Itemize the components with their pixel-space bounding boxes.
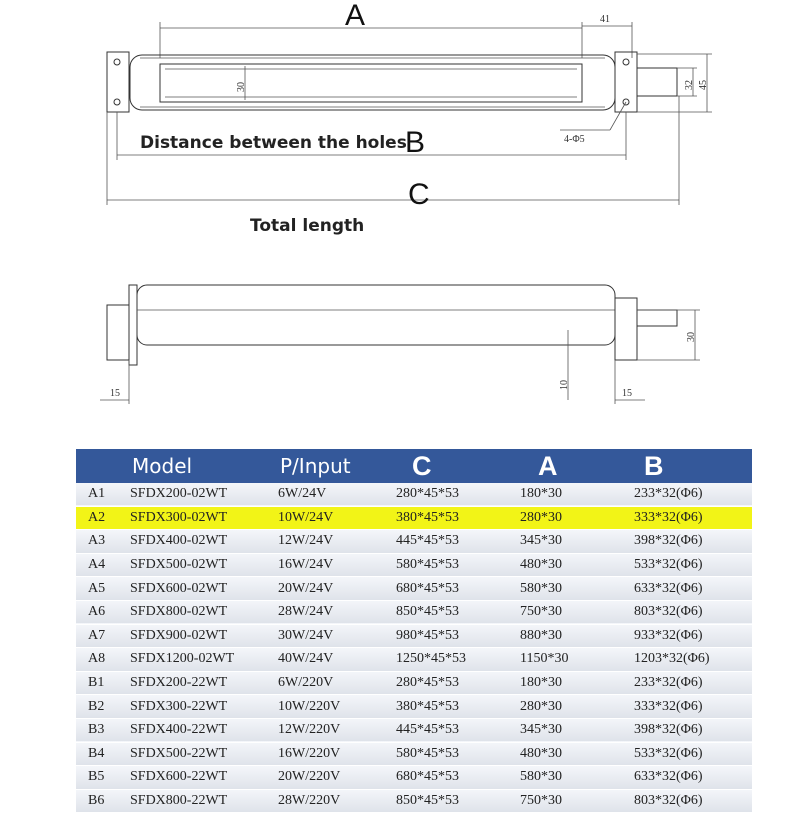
table-row (76, 648, 752, 672)
row-model: SFDX1200-02WT (130, 651, 235, 667)
table-body (76, 483, 752, 813)
row-c: 380*45*53 (396, 509, 459, 525)
row-b: 333*32(Φ6) (634, 509, 703, 525)
spec-table (76, 449, 752, 813)
right-bracket (615, 52, 637, 112)
row-a: 345*30 (520, 533, 562, 549)
row-p-input: 28W/24V (278, 604, 334, 620)
row-id: A2 (88, 509, 106, 525)
row-p-input: 16W/24V (278, 557, 334, 573)
row-p-input: 10W/24V (278, 509, 334, 525)
row-a: 750*30 (520, 604, 562, 620)
row-model: SFDX900-02WT (130, 627, 228, 643)
table-row (76, 718, 752, 742)
row-c: 445*45*53 (396, 722, 459, 738)
dim-32: 32 (684, 80, 695, 90)
table-row (76, 742, 752, 766)
row-c: 445*45*53 (396, 533, 459, 549)
hole-callout: 4-Φ5 (564, 134, 585, 145)
dim-45: 45 (698, 80, 709, 90)
table-row (76, 600, 752, 624)
row-c: 280*45*53 (396, 486, 459, 502)
row-id: B3 (88, 722, 105, 738)
row-id: A8 (88, 651, 106, 667)
top-view (107, 0, 712, 236)
side-left-bracket (107, 305, 129, 360)
row-b: 1203*32(Φ6) (634, 651, 710, 667)
left-bracket (107, 52, 129, 112)
row-c: 380*45*53 (396, 698, 459, 714)
row-p-input: 12W/220V (278, 722, 341, 738)
header-p-input: P/Input (276, 449, 382, 483)
row-b: 233*32(Φ6) (634, 675, 703, 691)
side-right-endcap (615, 298, 637, 360)
lamp-window (160, 64, 582, 102)
row-a: 880*30 (520, 627, 562, 643)
row-b: 533*32(Φ6) (634, 557, 703, 573)
dim-41: 41 (600, 14, 610, 25)
row-id: A3 (88, 533, 106, 549)
row-c: 280*45*53 (396, 675, 459, 691)
row-model: SFDX400-22WT (130, 722, 228, 738)
row-p-input: 6W/24V (278, 486, 327, 502)
row-b: 533*32(Φ6) (634, 745, 703, 761)
row-a: 1150*30 (520, 651, 569, 667)
row-id: A7 (88, 627, 106, 643)
row-c: 1250*45*53 (396, 651, 466, 667)
row-id: B5 (88, 769, 105, 785)
header-id (76, 449, 126, 483)
row-c: 680*45*53 (396, 580, 459, 596)
side-cable-stub (637, 310, 677, 326)
table-row (76, 553, 752, 577)
row-p-input: 6W/220V (278, 675, 334, 691)
table-row (76, 766, 752, 790)
table-row (76, 671, 752, 695)
row-id: A5 (88, 580, 106, 596)
table-row (76, 624, 752, 648)
header-c: C (382, 449, 510, 483)
row-c: 680*45*53 (396, 769, 459, 785)
row-c: 580*45*53 (396, 745, 459, 761)
row-b: 398*32(Φ6) (634, 533, 703, 549)
side-left-endcap (129, 285, 137, 365)
row-p-input: 20W/220V (278, 769, 341, 785)
row-c: 580*45*53 (396, 557, 459, 573)
row-id: A6 (88, 604, 106, 620)
row-model: SFDX400-02WT (130, 533, 228, 549)
row-id: B1 (88, 675, 105, 691)
row-model: SFDX500-22WT (130, 745, 228, 761)
row-model: SFDX300-02WT (130, 509, 228, 525)
dim-15-left: 15 (110, 388, 120, 399)
row-b: 803*32(Φ6) (634, 793, 703, 809)
label-a: A (345, 0, 366, 32)
row-model: SFDX500-02WT (130, 557, 228, 573)
row-p-input: 30W/24V (278, 627, 334, 643)
row-c: 850*45*53 (396, 793, 459, 809)
row-id: A1 (88, 486, 106, 502)
total-length-label: Total length (250, 216, 365, 236)
row-model: SFDX200-22WT (130, 675, 228, 691)
side-lamp-body (137, 285, 615, 345)
label-c: C (408, 178, 430, 211)
row-id: B4 (88, 745, 105, 761)
dim-15-right: 15 (622, 388, 632, 399)
row-p-input: 28W/220V (278, 793, 341, 809)
row-id: B2 (88, 698, 105, 714)
row-b: 803*32(Φ6) (634, 604, 703, 620)
row-b: 633*32(Φ6) (634, 769, 703, 785)
row-a: 750*30 (520, 793, 562, 809)
row-model: SFDX300-22WT (130, 698, 228, 714)
side-view (100, 285, 700, 404)
header-b: B (620, 449, 752, 483)
table-row (76, 695, 752, 719)
dim-30-top: 30 (236, 82, 247, 92)
dim-10: 10 (559, 380, 570, 390)
table-row (76, 530, 752, 554)
dim-30-side: 30 (686, 332, 697, 342)
row-id: A4 (88, 557, 106, 573)
cable-stub (637, 68, 677, 96)
row-id: B6 (88, 793, 105, 809)
row-p-input: 16W/220V (278, 745, 341, 761)
row-a: 580*30 (520, 580, 562, 596)
distance-between-holes-label: Distance between the holes (140, 133, 407, 153)
header-a: A (510, 449, 620, 483)
row-p-input: 10W/220V (278, 698, 341, 714)
row-p-input: 20W/24V (278, 580, 334, 596)
row-a: 280*30 (520, 698, 562, 714)
row-model: SFDX200-02WT (130, 486, 228, 502)
table-row (76, 483, 752, 506)
row-b: 333*32(Φ6) (634, 698, 703, 714)
row-a: 580*30 (520, 769, 562, 785)
row-p-input: 12W/24V (278, 533, 334, 549)
table-row (76, 789, 752, 813)
row-a: 345*30 (520, 722, 562, 738)
table-header-row (76, 449, 752, 483)
header-model: Model (126, 449, 276, 483)
row-model: SFDX600-22WT (130, 769, 228, 785)
row-model: SFDX800-02WT (130, 604, 228, 620)
row-model: SFDX800-22WT (130, 793, 228, 809)
row-a: 480*30 (520, 557, 562, 573)
row-p-input: 40W/24V (278, 651, 334, 667)
label-b: B (405, 126, 426, 159)
row-a: 480*30 (520, 745, 562, 761)
row-model: SFDX600-02WT (130, 580, 228, 596)
row-b: 933*32(Φ6) (634, 627, 703, 643)
row-c: 980*45*53 (396, 627, 459, 643)
table-row (76, 577, 752, 601)
table-row (76, 506, 752, 530)
row-b: 633*32(Φ6) (634, 580, 703, 596)
row-c: 850*45*53 (396, 604, 459, 620)
row-b: 233*32(Φ6) (634, 486, 703, 502)
row-a: 180*30 (520, 675, 562, 691)
row-a: 180*30 (520, 486, 562, 502)
row-a: 280*30 (520, 509, 562, 525)
row-b: 398*32(Φ6) (634, 722, 703, 738)
